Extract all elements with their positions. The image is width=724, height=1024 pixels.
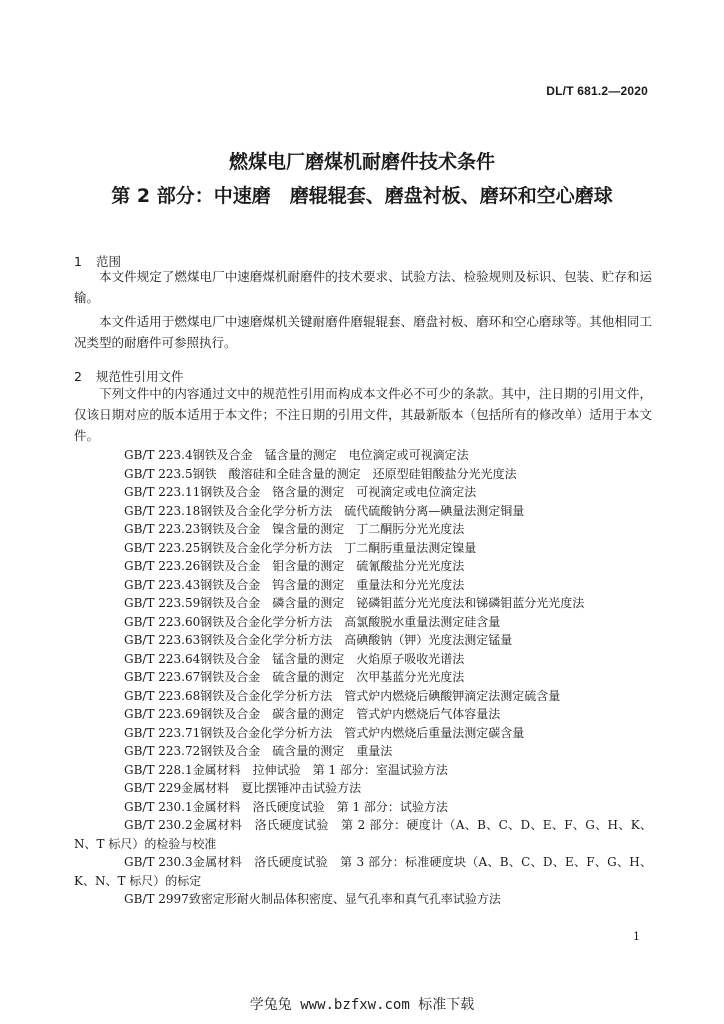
reference-code: GB/T 223.26	[124, 559, 201, 573]
reference-item	[74, 724, 652, 743]
reference-code: GB/T 223.64	[124, 651, 201, 666]
reference-title: 钢铁及合金化学分析方法 高氯酸脱水重量法测定硅含量	[200, 614, 501, 629]
reference-title: 钢铁及合金 镍含量的测定 丁二酮肟分光光度法	[200, 522, 465, 536]
reference-title: 金属材料 洛氏硬度试验 第 1 部分：试验方法	[192, 799, 448, 814]
reference-item	[74, 761, 652, 780]
reference-code: GB/T 223.5	[124, 466, 193, 481]
reference-item	[74, 742, 652, 761]
reference-item	[74, 613, 652, 632]
reference-code: GB/T 228.1	[124, 762, 193, 777]
reference-title: 金属材料 夏比摆锤冲击试验方法	[181, 781, 362, 795]
reference-title: 钢铁及合金化学分析方法 丁二酮肟重量法测定镍量	[200, 540, 477, 555]
reference-title: 钢铁 酸溶硅和全硅含量的测定 还原型硅钼酸盐分光光度法	[192, 466, 517, 481]
reference-title: 钢铁及合金化学分析方法 管式炉内燃烧后重量法测定碳含量	[200, 725, 525, 740]
reference-code: GB/T 223.59	[124, 596, 201, 610]
document-number: DL/T 681.2—2020	[546, 84, 648, 98]
section-number: 2	[74, 369, 82, 384]
reference-code: GB/T 230.2	[124, 818, 193, 832]
reference-title: 钢铁及合金化学分析方法 高碘酸钠（钾）光度法测定锰量	[200, 633, 513, 647]
reference-title: 钢铁及合金 磷含量的测定 铋磷钼蓝分光光度法和锑磷钼蓝分光光度法	[200, 596, 585, 610]
references-intro: 下列文件中的内容通过文中的规范性引用而构成本文件必不可少的条款。其中，注日期的引用文件，仅该日期对应的版本适用于本文件；不注日期的引用文件，其最新版本（包括所有的修改单）适用于本文件。	[74, 386, 652, 443]
reference-code: GB/T 223.18	[124, 503, 201, 518]
reference-title: 致密定形耐火制品体积密度、显气孔率和真气孔率试验方法	[188, 892, 501, 906]
reference-item	[74, 465, 652, 484]
reference-code: GB/T 223.23	[124, 522, 201, 536]
document-title: 燃煤电厂磨煤机耐磨件技术条件	[228, 151, 495, 173]
reference-title: 钢铁及合金 钼含量的测定 硫氰酸盐分光光度法	[200, 559, 465, 573]
reference-title: 钢铁及合金 硫含量的测定 重量法	[200, 744, 393, 758]
reference-code: GB/T 223.67	[124, 670, 201, 684]
reference-title: 钢铁及合金 钨含量的测定 重量法和分光光度法	[200, 577, 465, 592]
scope-paragraph-1: 本文件规定了燃煤电厂中速磨煤机耐磨件的技术要求、试验方法、检验规则及标识、包装、贮存和运输。	[74, 269, 652, 305]
reference-code: GB/T 230.1	[124, 799, 193, 814]
reference-item	[74, 539, 652, 558]
section-title: 范围	[95, 254, 121, 269]
reference-item	[74, 890, 652, 909]
reference-code: GB/T 223.4	[124, 448, 193, 462]
reference-item	[74, 816, 652, 853]
reference-title: 钢铁及合金 铬含量的测定 可视滴定或电位滴定法	[200, 485, 477, 499]
reference-title: 钢铁及合金 碳含量的测定 管式炉内燃烧后气体容量法	[200, 707, 501, 721]
reference-item	[74, 557, 652, 576]
reference-code: GB/T 229	[124, 781, 182, 795]
reference-title: 钢铁及合金化学分析方法 硫代硫酸钠分离—碘量法测定铜量	[200, 503, 525, 518]
reference-code: GB/T 223.71	[124, 725, 201, 740]
reference-code: GB/T 2997	[124, 892, 189, 906]
reference-item	[74, 668, 652, 687]
reference-title: 金属材料 洛氏硬度试验 第 2 部分：硬度计（A、B、C、D、E、F、G、H、K、N、T 标尺）的检验与校准	[74, 818, 652, 851]
reference-item	[74, 705, 652, 724]
reference-title: 钢铁及合金 硫含量的测定 次甲基蓝分光光度法	[200, 670, 465, 684]
reference-code: GB/T 223.11	[124, 485, 201, 499]
reference-list	[74, 446, 652, 909]
reference-code: GB/T 223.43	[124, 577, 201, 592]
page-number: 1	[633, 930, 640, 943]
reference-title: 钢铁及合金化学分析方法 管式炉内燃烧后碘酸钾滴定法测定硫含量	[200, 688, 561, 703]
document-subtitle: 第 2 部分：中速磨 磨辊辊套、磨盘衬板、磨环和空心磨球	[111, 185, 613, 207]
reference-item	[74, 576, 652, 595]
reference-item	[74, 446, 652, 465]
reference-title: 钢铁及合金 锰含量的测定 火焰原子吸收光谱法	[200, 651, 465, 666]
scope-paragraph-2: 本文件适用于燃煤电厂中速磨煤机关键耐磨件磨辊辊套、磨盘衬板、磨环和空心磨球等。其他相同工况类型的耐磨件可参照执行。	[74, 314, 652, 350]
reference-title: 金属材料 拉伸试验 第 1 部分：室温试验方法	[192, 762, 448, 777]
reference-code: GB/T 223.68	[124, 688, 201, 703]
reference-code: GB/T 223.72	[124, 744, 201, 758]
reference-item	[74, 520, 652, 539]
reference-item	[74, 687, 652, 706]
reference-item	[74, 594, 652, 613]
footer-watermark: 学兔兔 www.bzfxw.com 标准下载	[249, 997, 475, 1013]
reference-title: 钢铁及合金 锰含量的测定 电位滴定或可视滴定法	[192, 448, 469, 462]
reference-code: GB/T 223.63	[124, 633, 201, 647]
reference-code: GB/T 223.25	[124, 540, 201, 555]
reference-item	[74, 483, 652, 502]
reference-item	[74, 502, 652, 521]
reference-item	[74, 798, 652, 817]
reference-item	[74, 779, 652, 798]
reference-item	[74, 650, 652, 669]
section-number: 1	[74, 254, 82, 269]
reference-item	[74, 853, 652, 890]
reference-item	[74, 631, 652, 650]
reference-title: 金属材料 洛氏硬度试验 第 3 部分：标准硬度块（A、B、C、D、E、F、G、H、K、N、T 标尺）的标定	[74, 855, 652, 888]
reference-code: GB/T 223.69	[124, 707, 201, 721]
section-title: 规范性引用文件	[95, 369, 184, 384]
reference-code: GB/T 230.3	[124, 855, 193, 869]
reference-code: GB/T 223.60	[124, 614, 201, 629]
